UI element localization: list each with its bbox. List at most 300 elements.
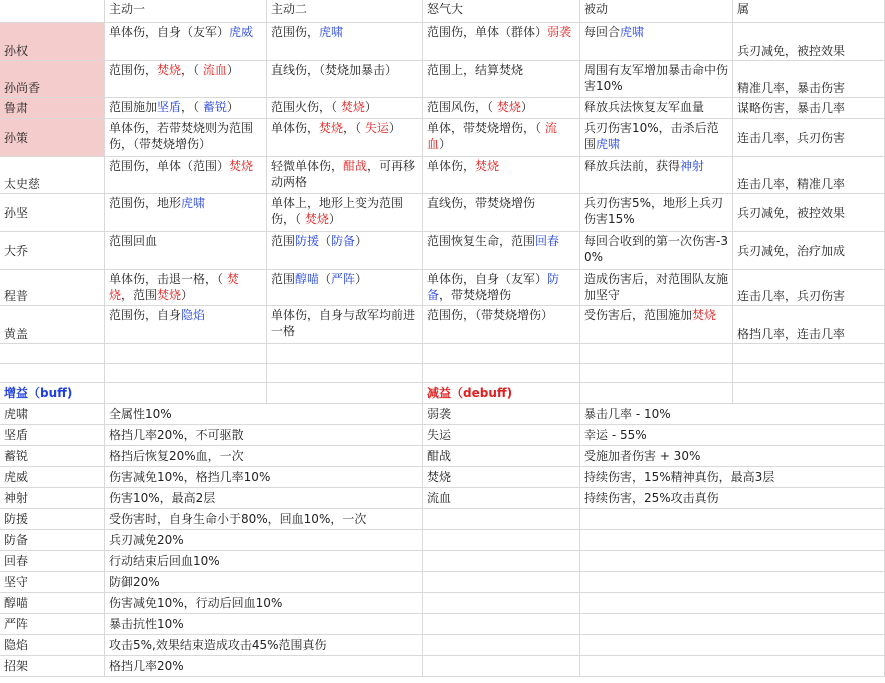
buff-desc-cell[interactable] bbox=[105, 635, 423, 656]
text-span: 单体伤，自身（友军） bbox=[109, 25, 230, 39]
buff-desc-cell[interactable] bbox=[105, 614, 423, 635]
text-span: 单体伤，击退一格，（ bbox=[109, 272, 227, 286]
cell-text: 格挡几率20%，不可驱散 bbox=[109, 428, 244, 442]
skill-cell[interactable] bbox=[733, 61, 885, 98]
buff-keyword: 防援 bbox=[295, 234, 320, 248]
text-span: ，（ bbox=[181, 63, 203, 77]
skill-cell[interactable] bbox=[580, 119, 733, 157]
character-name-cell[interactable] bbox=[0, 98, 105, 119]
text-span: 范围 bbox=[271, 272, 296, 286]
empty-cell[interactable] bbox=[580, 530, 885, 551]
cell-text: 招架 bbox=[4, 659, 29, 673]
text-span: 兵刃减免，治疗加成 bbox=[737, 243, 846, 258]
cell-text bbox=[584, 233, 728, 265]
text-span: 单体伤，自身与敌军均前进一格 bbox=[271, 308, 416, 338]
cell-text bbox=[584, 307, 728, 323]
debuff-name-cell[interactable] bbox=[423, 404, 580, 425]
cell-text: 大乔 bbox=[4, 243, 29, 258]
debuff-desc-cell[interactable] bbox=[580, 425, 885, 446]
buff-desc-cell[interactable] bbox=[105, 572, 423, 593]
text-span: 范围伤，单体（范围） bbox=[109, 159, 230, 173]
skill-cell[interactable] bbox=[580, 270, 733, 306]
debuff-keyword: 焚烧 bbox=[319, 121, 344, 135]
skill-cell[interactable] bbox=[733, 157, 885, 194]
cell-text bbox=[584, 195, 728, 227]
text-span: ，（ bbox=[343, 121, 365, 135]
cell-text bbox=[584, 99, 728, 115]
cell-text bbox=[427, 195, 575, 211]
character-name-cell[interactable] bbox=[0, 194, 105, 232]
cell-text: 属 bbox=[737, 2, 750, 16]
text-span: 范围伤， bbox=[109, 63, 158, 77]
buff-keyword: 虎啸 bbox=[596, 137, 621, 151]
buff-name-cell[interactable] bbox=[0, 656, 105, 677]
buff-desc-cell[interactable] bbox=[105, 467, 423, 488]
buff-desc-cell[interactable] bbox=[105, 488, 423, 509]
text-span: 范围回血 bbox=[109, 234, 158, 248]
text-span: 单体伤， bbox=[427, 159, 476, 173]
character-name-cell[interactable] bbox=[0, 306, 105, 344]
empty-cell[interactable] bbox=[423, 509, 580, 530]
cell-text bbox=[584, 271, 728, 303]
debuff-keyword: 酣战 bbox=[343, 159, 368, 173]
cell-text: 持续伤害，15%精神真伤，最高3层 bbox=[584, 470, 775, 484]
skill-cell[interactable] bbox=[423, 306, 580, 344]
text-span: 直线伤，（焚烧加暴击） bbox=[271, 63, 398, 77]
empty-cell[interactable] bbox=[580, 593, 885, 614]
debuff-keyword: 焚烧 bbox=[496, 100, 521, 114]
debuff-name-cell[interactable] bbox=[423, 425, 580, 446]
text-span: ） bbox=[226, 100, 239, 114]
header-cell[interactable] bbox=[733, 0, 885, 23]
cell-text bbox=[737, 205, 845, 221]
buff-keyword: 蓄锐 bbox=[202, 100, 227, 114]
empty-cell[interactable] bbox=[423, 635, 580, 656]
cell-text bbox=[427, 120, 575, 152]
empty-cell[interactable] bbox=[580, 635, 885, 656]
cell-text bbox=[271, 158, 418, 190]
cell-text bbox=[737, 43, 845, 59]
cell-text bbox=[109, 307, 262, 323]
buff-name-cell[interactable] bbox=[0, 404, 105, 425]
cell-text bbox=[271, 99, 418, 115]
cell-text: 弱袭 bbox=[427, 407, 452, 421]
skill-cell[interactable] bbox=[267, 306, 423, 344]
cell-text: 回春 bbox=[4, 554, 29, 568]
cell-text: 伤害减免10%，格挡几率10% bbox=[109, 470, 271, 484]
text-span: 直线伤，带焚烧增伤 bbox=[427, 196, 536, 210]
header-cell[interactable] bbox=[105, 0, 267, 23]
empty-cell[interactable] bbox=[580, 572, 885, 593]
skill-cell[interactable] bbox=[580, 61, 733, 98]
skill-cell[interactable] bbox=[105, 232, 267, 270]
cell-text: 严阵 bbox=[4, 617, 29, 631]
cell-text: 隐焰 bbox=[4, 638, 29, 652]
cell-text bbox=[737, 130, 845, 146]
character-name-cell[interactable] bbox=[0, 119, 105, 157]
character-name-cell[interactable] bbox=[0, 270, 105, 306]
debuff-name-cell[interactable] bbox=[423, 446, 580, 467]
skill-cell[interactable] bbox=[267, 119, 423, 157]
debuff-keyword: 焚烧 bbox=[304, 212, 329, 226]
buff-name-cell[interactable] bbox=[0, 614, 105, 635]
skill-cell[interactable] bbox=[580, 157, 733, 194]
empty-cell[interactable] bbox=[423, 593, 580, 614]
text-span: 范围施加 bbox=[109, 100, 158, 114]
text-span: ，范围 bbox=[121, 288, 158, 302]
text-span: 造成伤害后，对范围队友施加坚守 bbox=[584, 272, 729, 302]
text-span: 单体伤， bbox=[271, 121, 320, 135]
skill-cell[interactable] bbox=[423, 23, 580, 61]
debuff-desc-cell[interactable] bbox=[580, 446, 885, 467]
cell-text: 神射 bbox=[4, 491, 29, 505]
cell-text: 太史慈 bbox=[4, 177, 41, 191]
text-span: ） bbox=[355, 234, 368, 248]
debuff-keyword: 焚烧 bbox=[692, 308, 717, 322]
cell-text: 失运 bbox=[427, 428, 452, 442]
cell-text: 黄盖 bbox=[4, 327, 29, 341]
cell-text: 幸运 - 55% bbox=[584, 428, 647, 442]
empty-cell[interactable] bbox=[580, 344, 733, 364]
text-span: 单体，带焚烧增伤，（ bbox=[427, 121, 545, 135]
cell-text bbox=[584, 120, 728, 152]
empty-cell[interactable] bbox=[580, 656, 885, 677]
debuff-keyword: 焚烧 bbox=[109, 272, 239, 302]
empty-cell[interactable] bbox=[423, 572, 580, 593]
empty-cell[interactable] bbox=[267, 344, 423, 364]
text-span: 单体上，地形上变为范围伤，（ bbox=[271, 196, 404, 226]
header-cell[interactable] bbox=[423, 0, 580, 23]
debuff-keyword: 焚烧 bbox=[229, 159, 254, 173]
skill-cell[interactable] bbox=[423, 119, 580, 157]
debuff-keyword: 失运 bbox=[364, 121, 389, 135]
empty-cell[interactable] bbox=[267, 364, 423, 383]
text-span: （ bbox=[319, 272, 332, 286]
skill-cell[interactable] bbox=[580, 232, 733, 270]
skill-cell[interactable] bbox=[733, 119, 885, 157]
empty-cell[interactable] bbox=[105, 364, 267, 383]
buff-name-cell[interactable] bbox=[0, 635, 105, 656]
cell-text bbox=[109, 62, 262, 78]
cell-text: 孙坚 bbox=[4, 205, 29, 220]
character-name-cell[interactable] bbox=[0, 232, 105, 270]
cell-text: 孙策 bbox=[4, 130, 29, 145]
debuff-name-cell[interactable] bbox=[423, 488, 580, 509]
skill-cell[interactable] bbox=[105, 98, 267, 119]
skill-cell[interactable] bbox=[105, 306, 267, 344]
cell-text: 孙权 bbox=[4, 44, 29, 58]
debuff-header[interactable] bbox=[423, 383, 580, 404]
cell-text: 被动 bbox=[584, 2, 609, 16]
empty-cell[interactable] bbox=[580, 614, 885, 635]
empty-cell[interactable] bbox=[423, 344, 580, 364]
cell-text bbox=[427, 62, 575, 78]
text-span: 周围有友军增加暴击命中伤害10% bbox=[584, 63, 729, 93]
text-span: ，（ bbox=[181, 100, 203, 114]
cell-text: 增益（buff) bbox=[4, 386, 73, 400]
buff-keyword: 神射 bbox=[680, 159, 705, 173]
buff-name-cell[interactable] bbox=[0, 467, 105, 488]
character-name-cell[interactable] bbox=[0, 23, 105, 61]
text-span: 兵刃减免，被控效果 bbox=[737, 205, 846, 220]
debuff-keyword: 弱袭 bbox=[547, 25, 572, 39]
cell-text: 格挡后恢复20%血，一次 bbox=[109, 449, 244, 463]
empty-cell[interactable] bbox=[580, 364, 733, 383]
text-span: 精准几率，暴击伤害 bbox=[737, 81, 846, 95]
buff-desc-cell[interactable] bbox=[105, 425, 423, 446]
debuff-desc-cell[interactable] bbox=[580, 404, 885, 425]
buff-desc-cell[interactable] bbox=[105, 593, 423, 614]
text-span: 范围 bbox=[271, 234, 296, 248]
empty-cell[interactable] bbox=[423, 614, 580, 635]
cell-text: 流血 bbox=[427, 491, 452, 505]
skill-cell[interactable] bbox=[105, 157, 267, 194]
cell-text bbox=[737, 288, 845, 304]
cell-text bbox=[109, 24, 262, 40]
skill-cell[interactable] bbox=[423, 270, 580, 306]
skill-cell[interactable] bbox=[267, 194, 423, 232]
buff-desc-cell[interactable] bbox=[105, 530, 423, 551]
debuff-keyword: 焚烧 bbox=[157, 288, 182, 302]
cell-text: 虎威 bbox=[4, 470, 29, 484]
cell-text bbox=[109, 271, 262, 303]
cell-text: 伤害减免10%，行动后回血10% bbox=[109, 596, 283, 610]
buff-desc-cell[interactable] bbox=[105, 656, 423, 677]
skill-cell[interactable] bbox=[267, 232, 423, 270]
cell-text: 兵刃减免20% bbox=[109, 533, 184, 547]
empty-cell[interactable] bbox=[423, 364, 580, 383]
skill-cell[interactable] bbox=[423, 157, 580, 194]
cell-text bbox=[737, 176, 845, 192]
cell-text: 攻击5%,效果结束造成攻击45%范围真伤 bbox=[109, 638, 327, 652]
debuff-name-cell[interactable] bbox=[423, 467, 580, 488]
cell-text bbox=[271, 233, 418, 249]
skill-cell[interactable] bbox=[267, 23, 423, 61]
text-span: ） bbox=[439, 137, 452, 151]
skill-cell[interactable] bbox=[423, 98, 580, 119]
cell-text bbox=[737, 243, 845, 259]
cell-text: 行动结束后回血10% bbox=[109, 554, 220, 568]
text-span: 范围伤，（带焚烧增伤） bbox=[427, 308, 554, 322]
buff-name-cell[interactable] bbox=[0, 551, 105, 572]
skill-cell[interactable] bbox=[733, 270, 885, 306]
text-span: 格挡几率，连击几率 bbox=[737, 327, 846, 341]
cell-text bbox=[737, 100, 845, 116]
debuff-keyword: 流血 bbox=[202, 63, 227, 77]
header-cell[interactable] bbox=[580, 0, 733, 23]
text-span: 谋略伤害，暴击几率 bbox=[737, 101, 846, 115]
cell-text bbox=[427, 158, 575, 174]
skill-cell[interactable] bbox=[733, 306, 885, 344]
text-span: 每回合 bbox=[584, 25, 621, 39]
empty-cell[interactable] bbox=[580, 551, 885, 572]
buff-keyword: 防备 bbox=[427, 272, 560, 302]
empty-cell[interactable] bbox=[580, 383, 733, 404]
text-span: 连击几率，兵刃伤害 bbox=[737, 289, 846, 303]
text-span: 释放兵法前，获得 bbox=[584, 159, 681, 173]
cell-text bbox=[427, 24, 575, 40]
debuff-keyword: 焚烧 bbox=[157, 63, 182, 77]
buff-header[interactable] bbox=[0, 383, 105, 404]
character-name-cell[interactable] bbox=[0, 61, 105, 98]
skill-cell[interactable] bbox=[580, 23, 733, 61]
cell-text: 坚守 bbox=[4, 575, 29, 589]
cell-text: 暴击抗性10% bbox=[109, 617, 184, 631]
text-span: 范围风伤，（ bbox=[427, 100, 497, 114]
cell-text: 鲁肃 bbox=[4, 101, 29, 115]
skill-cell[interactable] bbox=[423, 194, 580, 232]
skill-cell[interactable] bbox=[733, 98, 885, 119]
cell-text bbox=[109, 120, 262, 152]
empty-cell[interactable] bbox=[267, 383, 423, 404]
cell-text: 主动二 bbox=[271, 2, 308, 16]
text-span: 范围伤，自身 bbox=[109, 308, 182, 322]
skill-cell[interactable] bbox=[733, 23, 885, 61]
skill-cell[interactable] bbox=[580, 306, 733, 344]
cell-text bbox=[427, 99, 575, 115]
buff-name-cell[interactable] bbox=[0, 446, 105, 467]
text-span: ） bbox=[328, 212, 341, 226]
character-name-cell[interactable] bbox=[0, 157, 105, 194]
skill-cell[interactable] bbox=[105, 23, 267, 61]
cell-text bbox=[737, 80, 845, 96]
buff-keyword: 回春 bbox=[535, 234, 560, 248]
cell-text: 孙尚香 bbox=[4, 81, 41, 95]
buff-name-cell[interactable] bbox=[0, 593, 105, 614]
cell-text bbox=[427, 271, 575, 303]
cell-text: 程普 bbox=[4, 289, 29, 303]
text-span: 每回合收到的第一次伤害-30% bbox=[584, 234, 728, 264]
skill-cell[interactable] bbox=[105, 119, 267, 157]
skill-cell[interactable] bbox=[267, 157, 423, 194]
buff-keyword: 隐焰 bbox=[181, 308, 206, 322]
text-span: 范围伤，地形 bbox=[109, 196, 182, 210]
empty-cell[interactable] bbox=[0, 344, 105, 364]
skill-cell[interactable] bbox=[423, 232, 580, 270]
skill-cell[interactable] bbox=[733, 194, 885, 232]
text-span: ） bbox=[364, 100, 377, 114]
cell-text bbox=[427, 307, 575, 323]
debuff-keyword: 焚烧 bbox=[475, 159, 500, 173]
buff-keyword: 虎啸 bbox=[319, 25, 344, 39]
empty-cell[interactable] bbox=[580, 509, 885, 530]
debuff-desc-cell[interactable] bbox=[580, 488, 885, 509]
skill-cell[interactable] bbox=[267, 270, 423, 306]
cell-text: 持续伤害，25%攻击真伤 bbox=[584, 491, 719, 505]
text-span: （ bbox=[319, 234, 332, 248]
cell-text: 防御20% bbox=[109, 575, 160, 589]
text-span: ） bbox=[181, 288, 194, 302]
cell-text bbox=[737, 326, 845, 342]
empty-cell[interactable] bbox=[105, 383, 267, 404]
empty-cell[interactable] bbox=[105, 344, 267, 364]
cell-text bbox=[584, 24, 728, 40]
debuff-desc-cell[interactable] bbox=[580, 467, 885, 488]
empty-cell[interactable] bbox=[423, 551, 580, 572]
buff-name-cell[interactable] bbox=[0, 530, 105, 551]
skill-cell[interactable] bbox=[105, 194, 267, 232]
buff-keyword: 虎啸 bbox=[620, 25, 645, 39]
buff-keyword: 虎威 bbox=[229, 25, 254, 39]
cell-text bbox=[109, 195, 262, 211]
skill-cell[interactable] bbox=[580, 194, 733, 232]
cell-text bbox=[271, 271, 418, 287]
cell-text: 坚盾 bbox=[4, 428, 29, 442]
text-span: 单体伤，若带焚烧则为范围伤，（带焚烧增伤） bbox=[109, 121, 254, 151]
buff-desc-cell[interactable] bbox=[105, 404, 423, 425]
cell-text: 主动一 bbox=[109, 2, 146, 16]
cell-text: 醇喵 bbox=[4, 596, 29, 610]
cell-text bbox=[584, 158, 728, 174]
skill-cell[interactable] bbox=[105, 270, 267, 306]
cell-text bbox=[427, 233, 575, 249]
empty-cell[interactable] bbox=[0, 364, 105, 383]
buff-name-cell[interactable] bbox=[0, 488, 105, 509]
text-span: 范围伤，单体（群体） bbox=[427, 25, 548, 39]
empty-cell[interactable] bbox=[733, 344, 885, 364]
buff-desc-cell[interactable] bbox=[105, 551, 423, 572]
skill-cell[interactable] bbox=[580, 98, 733, 119]
buff-desc-cell[interactable] bbox=[105, 446, 423, 467]
text-span: ，可再移动两格 bbox=[271, 159, 416, 189]
text-span: 轻微单体伤， bbox=[271, 159, 344, 173]
header-cell[interactable] bbox=[0, 0, 105, 23]
text-span: ） bbox=[226, 63, 239, 77]
text-span: 范围火伤，（ bbox=[271, 100, 341, 114]
cell-text bbox=[109, 233, 262, 249]
cell-text bbox=[271, 62, 418, 78]
text-span: 范围伤， bbox=[271, 25, 320, 39]
buff-keyword: 防备 bbox=[331, 234, 356, 248]
buff-name-cell[interactable] bbox=[0, 572, 105, 593]
text-span: 连击几率，兵刃伤害 bbox=[737, 130, 846, 145]
cell-text: 受伤害时，自身生命小于80%，回血10%，一次 bbox=[109, 512, 367, 526]
buff-name-cell[interactable] bbox=[0, 509, 105, 530]
cell-text: 防援 bbox=[4, 512, 29, 526]
cell-text: 虎啸 bbox=[4, 407, 29, 421]
cell-text: 伤害10%，最高2层 bbox=[109, 491, 216, 505]
skill-cell[interactable] bbox=[267, 98, 423, 119]
cell-text bbox=[109, 99, 262, 115]
cell-text: 防备 bbox=[4, 533, 29, 547]
text-span: ） bbox=[355, 272, 368, 286]
buff-desc-cell[interactable] bbox=[105, 509, 423, 530]
skill-cell[interactable] bbox=[423, 61, 580, 98]
header-cell[interactable] bbox=[267, 0, 423, 23]
empty-cell[interactable] bbox=[423, 656, 580, 677]
skill-cell[interactable] bbox=[733, 232, 885, 270]
text-span: ，带焚烧增伤 bbox=[439, 288, 512, 302]
debuff-keyword: 焚烧 bbox=[340, 100, 365, 114]
buff-name-cell[interactable] bbox=[0, 425, 105, 446]
cell-text bbox=[271, 120, 418, 136]
empty-cell[interactable] bbox=[423, 530, 580, 551]
cell-text bbox=[271, 307, 418, 339]
empty-cell[interactable] bbox=[733, 364, 885, 383]
cell-text: 怒气大 bbox=[427, 2, 464, 16]
text-span: 兵刃伤害5%，地形上兵刃伤害15% bbox=[584, 196, 724, 226]
cell-text: 受施加者伤害 + 30% bbox=[584, 449, 701, 463]
text-span: 释放兵法恢复友军血量 bbox=[584, 100, 705, 114]
text-span: 受伤害后，范围施加 bbox=[584, 308, 693, 322]
empty-cell[interactable] bbox=[733, 383, 885, 404]
text-span: 兵刃减免，被控效果 bbox=[737, 44, 846, 58]
skill-cell[interactable] bbox=[105, 61, 267, 98]
cell-text: 格挡几率20% bbox=[109, 659, 184, 673]
skill-cell[interactable] bbox=[267, 61, 423, 98]
text-span: 范围上，结算焚烧 bbox=[427, 63, 524, 77]
cell-text bbox=[584, 62, 728, 94]
